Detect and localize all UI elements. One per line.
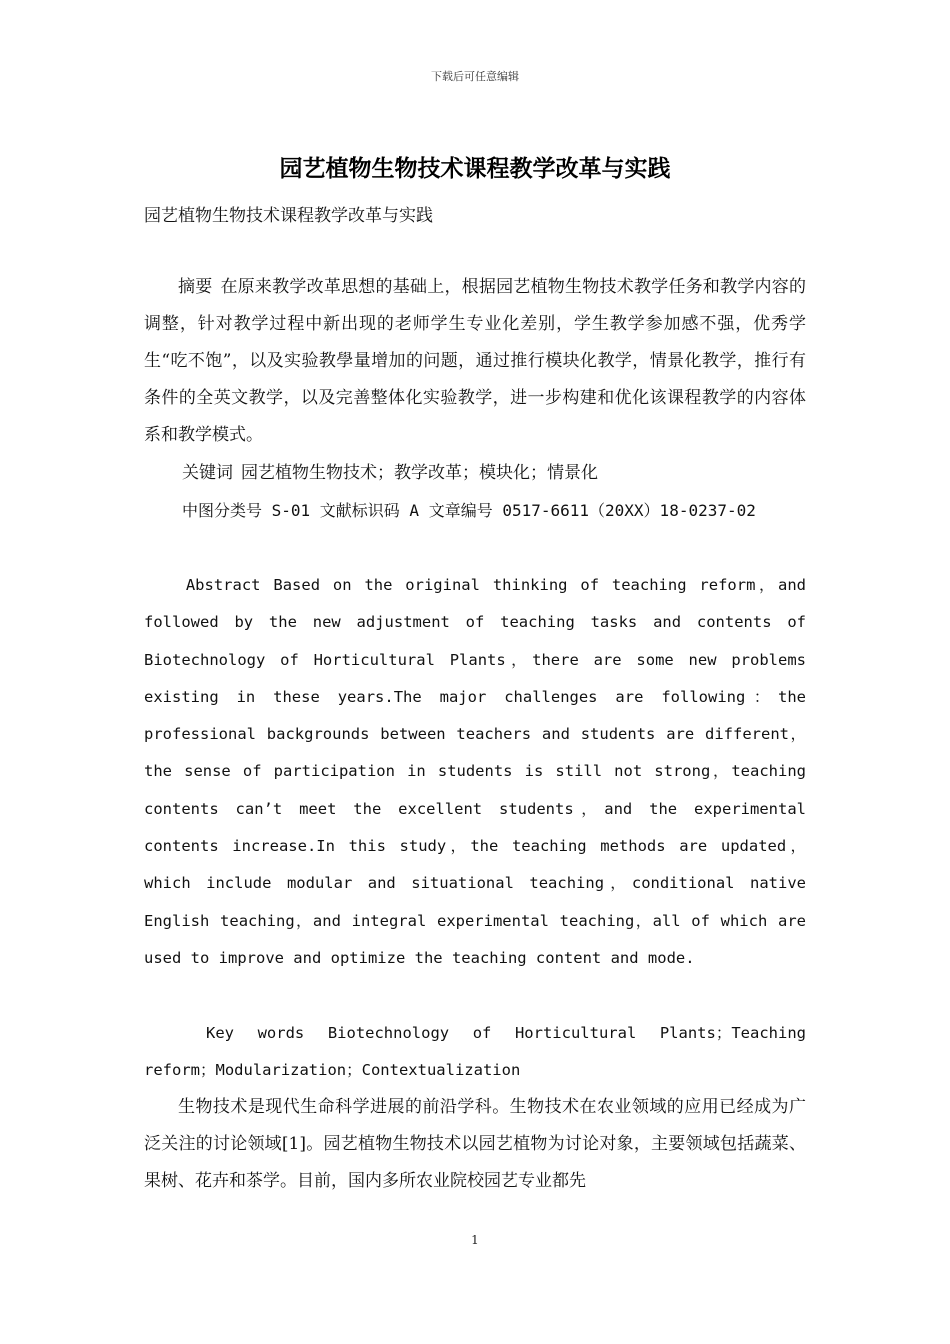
- page-number: 1: [471, 1233, 479, 1247]
- abstract-text: 在原来教学改革思想的基础上，根据园艺植物生物技术教学任务和教学内容的调整，针对教学过程中新出现的老师学生专业化差别，学生教学参加感不强，优秀学生“吃不饱”，以及实验教學量增加的问题，通过推行模块化教学，情景化教学，推行有条件的全英文教学，以及完善整体化实验教学，进一步构建和优化该课程教学的内容体系和教学模式。: [144, 277, 807, 445]
- document-title: 园艺植物生物技术课程教学改革与实践: [279, 156, 671, 182]
- keywords-label: 关键词: [182, 463, 233, 483]
- header-note: 下载后可任意编辑: [431, 70, 519, 83]
- classification-line: 中图分类号 S-01 文献标识码 A 文章编号 0517-6611（20XX）18-0237-02: [182, 501, 756, 520]
- document-subtitle: 园艺植物生物技术课程教学改革与实践: [144, 206, 433, 226]
- keywords-english: Key words Biotechnology of Horticultural Plants；Teaching reform；Modularization；Contextualization: [144, 1024, 806, 1080]
- body-paragraph: 生物技术是现代生命科学进展的前沿学科。生物技术在农业领域的应用已经成为广泛关注的讨论领域[1]。园艺植物生物技术以园艺植物为讨论对象，主要领域包括蔬菜、果树、花卉和茶学。目前，国内多所农业院校园艺专业都先: [144, 1097, 806, 1191]
- abstract-chinese: [144, 269, 806, 454]
- keywords-text: 园艺植物生物技术；教学改革；模块化；情景化: [241, 463, 598, 483]
- keywords-chinese: [182, 455, 844, 492]
- abstract-english: Abstract Based on the original thinking of teaching reform，and followed by the new adjustment of teaching tasks and contents of Biotechnology of Horticultural Plants，there are some new problems existing in these years.The major challenges are following：the professional backgrounds between teachers and students are different，the sense of participation in students is still not strong，teaching contents can’t meet the excellent students，and the experimental contents increase.In this study，the teaching methods are updated，which include modular and situational teaching，conditional native English teaching，and integral experimental teaching，all of which are used to improve and optimize the teaching content and mode.: [144, 576, 806, 967]
- abstract-label: 摘要: [178, 277, 213, 297]
